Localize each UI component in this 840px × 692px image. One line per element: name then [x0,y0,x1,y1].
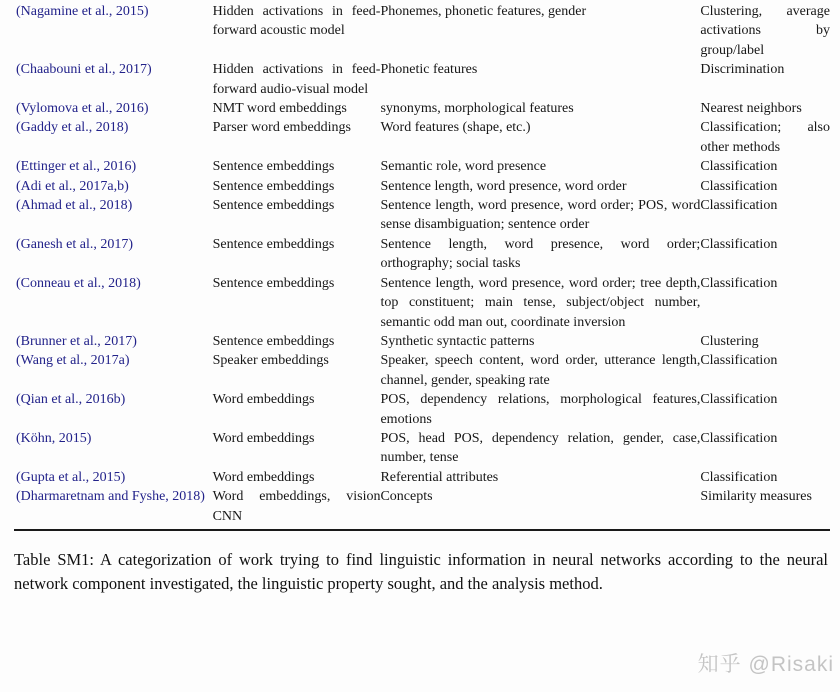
property-cell: Referential attributes [380,469,499,485]
method-cell: Classification [700,392,778,408]
component-cell: Word embeddings [212,430,315,446]
component-cell: Sentence embeddings [212,178,335,194]
citation-link[interactable]: (Ettinger et al., 2016) [16,159,137,175]
property-cell: Phonetic features [380,62,478,78]
citation-link[interactable]: (Gupta et al., 2015) [16,469,126,485]
component-cell: Sentence embeddings [212,198,335,214]
method-cell: Classification [700,236,778,252]
property-cell: Sentence length, word presence, word order; POS, word sense disambiguation; sentence order [380,198,701,233]
component-cell: Sentence embeddings [212,275,335,291]
categorization-table [16,2,830,526]
table-row [16,157,830,176]
property-cell: Sentence length, word presence, word order; tree depth, top constituent; main tense, subject/object number, semantic odd man out, coordinate inversion [380,275,701,330]
table-bottom-rule [14,529,830,531]
method-cell: Classification [700,353,778,369]
component-cell: Hidden activations in feed-forward acoustic model [212,4,381,39]
component-cell: Word embeddings, vision CNN [212,489,381,524]
method-cell: Similarity measures [700,489,812,505]
zhihu-watermark: 知乎 @Risaki [697,653,834,676]
table-caption: Table SM1: A categorization of work trying to find linguistic information in neural networks according to the neural network component investigated, the linguistic property sought, and the analysis method. [14,549,828,593]
citation-link[interactable]: (Ahmad et al., 2018) [16,198,133,214]
citation-link[interactable]: (Dharmaretnam and Fyshe, 2018) [16,489,205,505]
table-row [16,60,830,99]
property-cell: Phonemes, phonetic features, gender [380,4,587,19]
component-cell: Word embeddings [212,469,315,485]
table-row [16,468,830,487]
table-row [16,487,830,526]
property-cell: synonyms, morphological features [380,101,574,117]
method-cell: Clustering, average activations by group/label [700,4,830,58]
component-cell: Parser word embeddings [212,120,351,136]
property-cell: Semantic role, word presence [380,159,547,175]
method-cell: Nearest neighbors [700,101,802,117]
citation-link[interactable]: (Köhn, 2015) [16,430,92,446]
method-cell: Classification [700,469,778,485]
method-cell: Discrimination [700,62,785,78]
method-cell: Classification; also other methods [700,120,830,155]
property-cell: POS, head POS, dependency relation, gender, case, number, tense [380,430,701,466]
citation-link[interactable]: (Ganesh et al., 2017) [16,236,134,252]
property-cell: POS, dependency relations, morphological features, emotions [380,392,701,427]
table-row [16,429,830,468]
table-row [16,99,830,118]
table-row [16,274,830,332]
component-cell: Sentence embeddings [212,236,335,252]
method-cell: Classification [700,178,778,194]
table-row [16,390,830,429]
citation-link[interactable]: (Vylomova et al., 2016) [16,101,149,117]
table-row [16,196,830,235]
method-cell: Classification [700,159,778,175]
property-cell: Concepts [380,489,433,505]
citation-link[interactable]: (Qian et al., 2016b) [16,392,126,408]
method-cell: Classification [700,275,778,291]
component-cell: Word embeddings [212,392,315,408]
citation-link[interactable]: (Nagamine et al., 2015) [16,4,149,19]
citation-link[interactable]: (Chaabouni et al., 2017) [16,62,152,78]
citation-link[interactable]: (Gaddy et al., 2018) [16,120,129,136]
citation-link[interactable]: (Wang et al., 2017a) [16,353,130,369]
component-cell: Sentence embeddings [212,333,335,349]
table-row [16,118,830,157]
component-cell: NMT word embeddings [212,101,347,117]
component-cell: Hidden activations in feed-forward audio-visual model [212,62,381,97]
property-cell: Speaker, speech content, word order, utterance length, channel, gender, speaking rate [380,353,701,388]
property-cell: Word features (shape, etc.) [380,120,531,136]
table-row [16,351,830,390]
property-cell: Sentence length, word presence, word order [380,178,627,194]
method-cell: Classification [700,198,778,214]
table-row [16,177,830,196]
component-cell: Speaker embeddings [212,353,329,369]
method-cell: Clustering [700,333,759,349]
component-cell: Sentence embeddings [212,159,335,175]
citation-link[interactable]: (Brunner et al., 2017) [16,333,137,349]
table-row [16,235,830,274]
table-row [16,2,830,60]
table-row [16,332,830,351]
citation-link[interactable]: (Adi et al., 2017a,b) [16,178,129,194]
method-cell: Classification [700,430,778,446]
property-cell: Sentence length, word presence, word order; orthography; social tasks [380,236,701,272]
property-cell: Synthetic syntactic patterns [380,333,535,349]
citation-link[interactable]: (Conneau et al., 2018) [16,275,141,291]
